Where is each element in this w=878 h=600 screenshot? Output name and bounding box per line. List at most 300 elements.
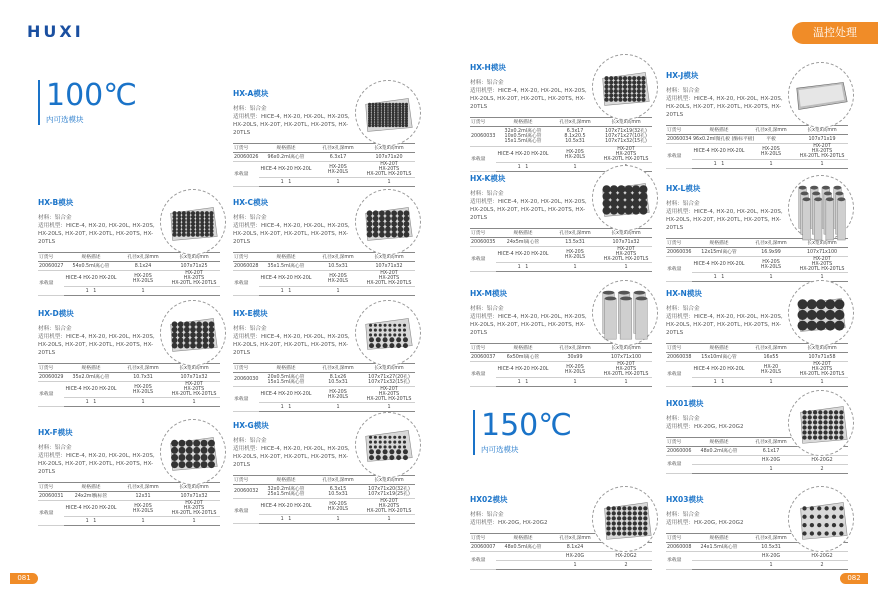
plate-24-icon — [160, 419, 226, 485]
microplate-icon — [788, 62, 854, 128]
temp-100-subtitle: 内可选模块 — [46, 115, 84, 124]
col-order: 订货号 — [233, 253, 259, 262]
module-material: 材料：铝合金 — [666, 88, 700, 94]
dim-value: 107x71x27(20孔) 107x71x32(15孔) — [363, 373, 415, 387]
qty-model: HX-20T HX-20TS HX-20TL HX-20TLS — [363, 499, 415, 515]
module-material: 材料：铝合金 — [666, 512, 700, 518]
qty-model: HX-20S HX-20LS — [746, 144, 796, 160]
module-models: 适用机型：HICE-4, HX-20, HX-20L, HX-20S, HX-20LS, HX-20T, HX-20TL, HX-20TS, HX-20TLS — [666, 209, 783, 231]
spec-value: 48x0.2ml离心管 — [692, 447, 746, 456]
qty-label: 承载量 — [470, 147, 496, 172]
col-spec: 规格描述 — [64, 364, 118, 373]
qty-model: HX-20S HX-20LS — [118, 382, 168, 398]
module-material: 材料：铝合金 — [38, 326, 72, 332]
order-number: 20060006 — [667, 448, 692, 454]
order-number: 20060031 — [39, 493, 64, 499]
col-order: 订货号 — [470, 534, 496, 543]
plate-54-icon — [160, 189, 226, 255]
col-spec: 规格描述 — [692, 239, 746, 248]
qty-value: 1 — [363, 178, 415, 187]
col-dim: 长x宽x高mm — [168, 483, 220, 492]
module-material: 材料：铝合金 — [38, 445, 72, 451]
plate-24-5ml-icon — [592, 165, 658, 231]
qty-value: 1 — [313, 287, 363, 296]
col-spec: 规格描述 — [692, 438, 746, 447]
module-material: 材料：铝合金 — [38, 215, 72, 221]
plate-35-icon — [355, 189, 421, 255]
order-number: 20060035 — [471, 239, 496, 245]
spec-table — [233, 363, 415, 412]
module-material: 材料：铝合金 — [666, 306, 700, 312]
qty-model: HX-20T HX-20TS HX-20TL HX-20TLS — [363, 271, 415, 287]
col-hole: 孔径x孔深mm — [550, 118, 600, 127]
hole-value: 8.1x26 10.5x31 — [313, 373, 363, 387]
qty-value: 1 — [746, 561, 796, 570]
qty-label: 承载量 — [666, 257, 692, 282]
qty-value: 1 — [796, 160, 848, 169]
module-models: 适用机型：HX-20G, HX-20G2 — [666, 424, 744, 430]
qty-model: HX-20S HX-20LS — [550, 147, 600, 163]
col-spec: 规格描述 — [692, 344, 746, 353]
block-24-icon — [788, 486, 854, 552]
plate-96-icon — [355, 80, 421, 146]
qty-value: 1 — [796, 273, 848, 282]
module-card — [666, 398, 848, 474]
module-card — [470, 494, 652, 570]
module-models: 适用机型：HICE-4, HX-20, HX-20L, HX-20S, HX-20LS, HX-20T, HX-20TL, HX-20TS, HX-20TLS — [38, 334, 155, 356]
qty-value: 1 — [168, 398, 220, 407]
qty-value: 1 1 — [496, 263, 550, 272]
qty-value: 1 1 — [259, 178, 313, 187]
hole-value: 10.7x31 — [118, 373, 168, 382]
qty-value: 1 1 — [692, 378, 746, 387]
module-title: HX-A模块 — [233, 89, 269, 98]
order-number: 20060036 — [667, 249, 692, 255]
qty-label: 承载量 — [666, 552, 692, 570]
order-number: 20060033 — [470, 127, 496, 147]
col-hole: 孔径x孔深mm — [746, 438, 796, 447]
block-48b-icon — [592, 486, 658, 552]
dim-value: 107x71x19 — [796, 135, 848, 144]
plate-mixed3-icon — [592, 54, 658, 120]
qty-value: 1 — [313, 515, 363, 524]
qty-value: 1 1 — [259, 515, 313, 524]
col-order: 订货号 — [666, 126, 692, 135]
spec-value: 96x0.2ml微孔板 (酶标平板) — [693, 136, 755, 142]
order-number: 20060027 — [39, 263, 64, 269]
module-material: 材料：铝合金 — [470, 512, 504, 518]
spec-value: 20x0.5ml离心管 15x1.5ml离心管 — [259, 373, 313, 387]
hole-value: 6.3x15 10.5x31 — [313, 485, 363, 499]
qty-model: HICE-4 HX-20 HX-20L — [259, 162, 313, 178]
qty-value: 1 1 — [259, 403, 313, 412]
col-order: 订货号 — [470, 118, 496, 127]
qty-value: 1 1 — [692, 160, 746, 169]
tube-rack-50ml-icon — [592, 280, 658, 346]
qty-value: 1 1 — [64, 517, 118, 526]
qty-model: HICE-4 HX-20 HX-20L — [64, 501, 118, 517]
col-order: 订货号 — [38, 253, 64, 262]
module-models: 适用机型：HX-20G, HX-20G2 — [666, 520, 744, 526]
module-models: 适用机型：HX-20G, HX-20G2 — [470, 520, 548, 526]
qty-value: 1 — [600, 263, 652, 272]
spec-table — [38, 252, 220, 296]
module-material: 材料：铝合金 — [233, 106, 267, 112]
qty-model: HX-20T HX-20TS HX-20TL HX-20TLS — [600, 362, 652, 378]
qty-label: 承载量 — [233, 387, 259, 412]
col-order: 订货号 — [38, 483, 64, 492]
col-order: 订货号 — [233, 144, 259, 153]
module-models: 适用机型：HICE-4, HX-20, HX-20L, HX-20S, HX-20LS, HX-20T, HX-20TL, HX-20TS, HX-20TLS — [470, 88, 587, 110]
spec-value: 6x50ml离心管 — [496, 353, 550, 362]
qty-model: HX-20G — [550, 552, 600, 561]
dim-value: 107x71x32 — [600, 238, 652, 247]
module-material: 材料：铝合金 — [233, 326, 267, 332]
order-number: 20060038 — [667, 354, 692, 360]
qty-model: HX-20S HX-20LS — [118, 501, 168, 517]
module-models: 适用机型：HICE-4, HX-20, HX-20L, HX-20S, HX-20LS, HX-20T, HX-20TL, HX-20TS, HX-20TLS — [233, 446, 350, 468]
col-dim: 长x宽x高mm — [600, 229, 652, 238]
block-48-icon — [788, 390, 854, 456]
module-card — [666, 288, 848, 387]
hole-value: 8.1x24 — [550, 543, 600, 552]
qty-value: 1 — [118, 517, 168, 526]
dim-value: 107x71x100 — [600, 353, 652, 362]
col-dim: 长x宽x高mm — [796, 126, 848, 135]
qty-label: 承载量 — [233, 162, 259, 187]
qty-model: HICE-4 HX-20 HX-20L — [64, 271, 118, 287]
qty-value: 1 — [363, 403, 415, 412]
qty-value: 1 — [746, 378, 796, 387]
module-title: HX-H模块 — [470, 63, 506, 72]
module-title: HX-F模块 — [38, 428, 73, 437]
col-hole: 孔径x孔深mm — [118, 253, 168, 262]
qty-model: HX-20G — [746, 456, 796, 465]
module-title: HX-E模块 — [233, 309, 268, 318]
col-hole: 孔径x孔深mm — [118, 483, 168, 492]
qty-model: HX-20S HX-20LS — [550, 362, 600, 378]
hole-value: 13.5x31 — [550, 238, 600, 247]
spec-value: 24x5ml离心管 — [496, 238, 550, 247]
qty-value: 2 — [600, 561, 652, 570]
module-models: 适用机型：HICE-4, HX-20, HX-20L, HX-20S, HX-20LS, HX-20T, HX-20TL, HX-20TS, HX-20TLS — [470, 314, 587, 336]
brand-logo: HUXI — [27, 22, 84, 41]
qty-value: 1 — [118, 398, 168, 407]
qty-model: HX-20G2 — [796, 552, 848, 561]
col-order: 订货号 — [666, 438, 692, 447]
hole-value: 12x31 — [118, 492, 168, 501]
qty-model: HICE-4 HX-20 HX-20L — [692, 362, 746, 378]
qty-model: HX-20T HX-20TS HX-20TL HX-20TLS — [796, 362, 848, 378]
col-order: 订货号 — [666, 534, 692, 543]
order-number: 20060026 — [234, 154, 259, 160]
dim-value: 107x71x32 — [168, 492, 220, 501]
hole-value: 6.3x17 — [313, 153, 363, 162]
tube-rack-15ml-icon — [788, 175, 854, 241]
qty-label: 承载量 — [38, 501, 64, 526]
col-order: 订货号 — [233, 476, 259, 485]
module-card — [470, 288, 652, 387]
temp-150-subtitle: 内可选模块 — [481, 445, 519, 454]
qty-model: HX-20G — [746, 552, 796, 561]
dim-value: 107x71x100 — [796, 248, 848, 257]
spec-value: 96x0.2ml离心管 — [259, 153, 313, 162]
qty-value — [168, 287, 220, 296]
col-hole: 孔径x孔深mm — [746, 344, 796, 353]
qty-value: 1 1 — [496, 378, 550, 387]
col-dim: 长x宽x高mm — [363, 253, 415, 262]
col-dim: 长x宽x高mm — [600, 118, 652, 127]
hole-value: 6.1x17 — [746, 447, 796, 456]
spec-value: 35x2.0ml离心管 — [64, 373, 118, 382]
qty-model: HICE-4 HX-20 HX-20L — [496, 147, 550, 163]
spec-table — [666, 343, 848, 387]
col-dim: 长x宽x高mm — [600, 344, 652, 353]
qty-value: 1 — [168, 517, 220, 526]
spec-value: 54x0.5ml离心管 — [64, 262, 118, 271]
col-hole: 孔径x孔深mm — [313, 364, 363, 373]
col-order: 订货号 — [470, 344, 496, 353]
hole-value: 16x55 — [746, 353, 796, 362]
qty-value: 1 — [118, 287, 168, 296]
dim-value: 107x71x20 — [363, 153, 415, 162]
module-card — [666, 70, 848, 169]
qty-model: HICE-4 HX-20 HX-20L — [259, 271, 313, 287]
module-title: HX-J模块 — [666, 71, 699, 80]
module-material: 材料：铝合金 — [233, 438, 267, 444]
qty-model: HX-20T HX-20TS HX-20TL HX-20TLS — [168, 501, 220, 517]
qty-label: 承载量 — [233, 271, 259, 296]
module-models: 适用机型：HICE-4, HX-20, HX-20L, HX-20S, HX-20LS, HX-20T, HX-20TL, HX-20TS, HX-20TLS — [38, 223, 155, 245]
hole-value: 6.3x17 8.1x20.5 10.5x31 — [550, 127, 600, 147]
order-number: 20060007 — [471, 544, 496, 550]
qty-label: 承载量 — [470, 552, 496, 570]
hole-value: 30x99 — [550, 353, 600, 362]
qty-model: HX-20T HX-20TS HX-20TL HX-20TLS — [796, 144, 848, 160]
qty-model: HX-20 HX-20LS — [746, 362, 796, 378]
col-spec: 规格描述 — [496, 344, 550, 353]
spec-value: 15x10ml离心管 — [692, 353, 746, 362]
qty-model: HX-20S HX-20LS — [118, 271, 168, 287]
qty-model: HX-20T HX-20TS HX-20TL HX-20TLS — [600, 247, 652, 263]
qty-label: 承载量 — [666, 144, 692, 169]
qty-value: 1 — [550, 378, 600, 387]
col-spec: 规格描述 — [692, 534, 746, 543]
module-title: HX-M模块 — [470, 289, 508, 298]
col-spec: 规格描述 — [64, 253, 118, 262]
col-order: 订货号 — [666, 344, 692, 353]
page-number-left: 081 — [10, 573, 38, 584]
qty-model: HX-20G2 — [796, 456, 848, 465]
qty-value: 1 1 — [259, 287, 313, 296]
order-number: 20060028 — [234, 263, 259, 269]
qty-model: HICE-4 HX-20 HX-20L — [692, 257, 746, 273]
col-dim: 长x宽x高mm — [168, 364, 220, 373]
qty-value: 1 — [550, 561, 600, 570]
module-title: HX-B模块 — [38, 198, 74, 207]
qty-model: HX-20G2 — [600, 552, 652, 561]
module-card — [38, 427, 220, 526]
qty-label: 承载量 — [470, 247, 496, 272]
col-hole: 孔径x孔深mm — [550, 534, 600, 543]
qty-value: 1 1 — [496, 163, 550, 172]
qty-value: 1 — [746, 160, 796, 169]
qty-label: 承载量 — [38, 271, 64, 296]
qty-model: HX-20S HX-20LS — [550, 247, 600, 263]
module-title: HX-K模块 — [470, 174, 506, 183]
module-material: 材料：铝合金 — [666, 201, 700, 207]
module-card — [233, 308, 415, 412]
qty-label: 承载量 — [470, 362, 496, 387]
spec-value: 35x1.5ml离心管 — [259, 262, 313, 271]
spec-table — [38, 363, 220, 407]
module-material: 材料：铝合金 — [233, 215, 267, 221]
qty-value: 1 — [746, 273, 796, 282]
order-number: 20060037 — [471, 354, 496, 360]
module-models: 适用机型：HICE-4, HX-20, HX-20L, HX-20S, HX-20LS, HX-20T, HX-20TL, HX-20TS, HX-20TLS — [233, 334, 350, 356]
module-title: HX02模块 — [470, 495, 508, 504]
module-material: 材料：铝合金 — [666, 416, 700, 422]
col-order: 订货号 — [470, 229, 496, 238]
module-card — [38, 308, 220, 407]
temp-150-block — [473, 410, 572, 455]
temp-100-block — [38, 80, 137, 125]
col-spec: 规格描述 — [692, 126, 746, 135]
module-models: 适用机型：HICE-4, HX-20, HX-20L, HX-20S, HX-20LS, HX-20T, HX-20TL, HX-20TS, HX-20TLS — [233, 114, 350, 136]
spec-table — [470, 117, 652, 172]
qty-model: HX-20T HX-20TS HX-20TL HX-20TLS — [168, 382, 220, 398]
qty-model: HX-20T HX-20TS HX-20TL HX-20TLS — [363, 387, 415, 403]
module-material: 材料：铝合金 — [470, 191, 504, 197]
col-hole: 孔径x孔深mm — [313, 253, 363, 262]
qty-label: 承载量 — [666, 456, 692, 474]
col-hole: 孔径x孔深mm — [550, 344, 600, 353]
qty-model: HICE-4 HX-20 HX-20L — [692, 144, 746, 160]
order-number: 20060030 — [233, 373, 259, 387]
qty-value: 1 — [550, 163, 600, 172]
qty-value: 1 — [796, 378, 848, 387]
qty-model: HX-20S HX-20LS — [746, 257, 796, 273]
col-dim: 长x宽x高mm — [796, 344, 848, 353]
section-tab[interactable]: 温控处理 — [792, 22, 878, 44]
col-spec: 规格描述 — [496, 229, 550, 238]
qty-value: 1 1 — [64, 287, 118, 296]
dim-value: 107x71x25 — [168, 262, 220, 271]
dim-value: 107x71x58 — [796, 353, 848, 362]
module-title: HX01模块 — [666, 399, 704, 408]
dim-value: 107x71x32 — [363, 262, 415, 271]
hole-value: 8.1x24 — [118, 262, 168, 271]
col-spec: 规格描述 — [259, 144, 313, 153]
qty-value: 1 — [313, 178, 363, 187]
qty-model: HX-20T HX-20TS HX-20TL HX-20TLS — [600, 147, 652, 163]
order-number: 20060032 — [233, 485, 259, 499]
col-order: 订货号 — [233, 364, 259, 373]
qty-model: HX-20S HX-20LS — [313, 162, 363, 178]
module-models: 适用机型：HICE-4, HX-20, HX-20L, HX-20S, HX-20LS, HX-20T, HX-20TL, HX-20TS, HX-20TLS — [666, 96, 783, 118]
hole-value: 10.5x31 — [746, 543, 796, 552]
tube-rack-10ml-icon — [788, 280, 854, 346]
dim-value: 107x71x19(32孔) 107x71x27(10孔) 107x71x32(15孔) — [600, 127, 652, 147]
dim-value: 107x71x20(32孔) 107x71x19(25孔) — [363, 485, 415, 499]
module-models: 适用机型：HICE-4, HX-20, HX-20L, HX-20S, HX-20LS, HX-20T, HX-20TL, HX-20TS, HX-20TLS — [470, 199, 587, 221]
col-hole: 孔径x孔深mm — [550, 229, 600, 238]
qty-value: 2 — [796, 561, 848, 570]
col-spec: 规格描述 — [259, 253, 313, 262]
qty-value: 2 — [796, 465, 848, 474]
module-card — [470, 173, 652, 272]
hole-value: 平板 — [746, 135, 796, 144]
col-spec: 规格描述 — [64, 483, 118, 492]
col-spec: 规格描述 — [259, 476, 313, 485]
module-card — [233, 420, 415, 524]
order-number: 20060034 — [667, 136, 692, 142]
module-models: 适用机型：HICE-4, HX-20, HX-20L, HX-20S, HX-20LS, HX-20T, HX-20TL, HX-20TS, HX-20TLS — [38, 453, 155, 475]
qty-model: HICE-4 HX-20 HX-20L — [259, 499, 313, 515]
qty-value: 1 — [363, 515, 415, 524]
module-card — [233, 88, 415, 187]
qty-value: 1 — [600, 378, 652, 387]
spec-table — [233, 143, 415, 187]
spec-table — [233, 475, 415, 524]
module-title: HX-G模块 — [233, 421, 269, 430]
hole-value: 16.9x99 — [746, 248, 796, 257]
qty-model: HX-20S HX-20LS — [313, 387, 363, 403]
order-number: 20060029 — [39, 374, 64, 380]
col-hole: 孔径x孔深mm — [313, 144, 363, 153]
plate-35b-icon — [160, 300, 226, 366]
spec-table — [470, 343, 652, 387]
plate-mixed2-icon — [355, 412, 421, 478]
order-number: 20060008 — [667, 544, 692, 550]
col-order: 订货号 — [38, 364, 64, 373]
spec-table — [470, 228, 652, 272]
module-card — [666, 494, 848, 570]
qty-model: HX-20S HX-20LS — [313, 271, 363, 287]
qty-model: HX-20S HX-20LS — [313, 499, 363, 515]
qty-value — [363, 287, 415, 296]
spec-value: 24x2ml酶标管 — [64, 492, 118, 501]
qty-model: HICE-4 HX-20 HX-20L — [496, 247, 550, 263]
spec-value: 32x0.2ml离心管 25x1.5ml离心管 — [259, 485, 313, 499]
col-hole: 孔径x孔深mm — [746, 534, 796, 543]
qty-value: 1 — [746, 465, 796, 474]
module-models: 适用机型：HICE-4, HX-20, HX-20L, HX-20S, HX-20LS, HX-20T, HX-20TL, HX-20TS, HX-20TLS — [666, 314, 783, 336]
qty-label: 承载量 — [666, 362, 692, 387]
spec-value: 32x0.2ml离心管 10x0.5ml离心管 15x1.5ml离心管 — [496, 127, 550, 147]
plate-mixed-icon — [355, 300, 421, 366]
qty-value: 1 — [550, 263, 600, 272]
qty-model: HX-20T HX-20TS HX-20TL HX-20TLS — [796, 257, 848, 273]
qty-value: 1 1 — [692, 273, 746, 282]
qty-label: 承载量 — [233, 499, 259, 524]
temp-150-title: 150℃ — [481, 408, 572, 443]
col-hole: 孔径x孔深mm — [118, 364, 168, 373]
module-card — [38, 197, 220, 296]
col-dim: 长x宽x高mm — [168, 253, 220, 262]
col-order: 订货号 — [666, 239, 692, 248]
dim-value: 107x71x32 — [168, 373, 220, 382]
spec-value: 24x1.5ml离心管 — [692, 543, 746, 552]
spec-table — [38, 482, 220, 526]
spec-table — [666, 238, 848, 282]
module-card — [666, 183, 848, 282]
col-dim: 长x宽x高mm — [796, 239, 848, 248]
module-title: HX-L模块 — [666, 184, 701, 193]
module-models: 适用机型：HICE-4, HX-20, HX-20L, HX-20S, HX-20LS, HX-20T, HX-20TL, HX-20TS, HX-20TLS — [233, 223, 350, 245]
module-material: 材料：铝合金 — [470, 80, 504, 86]
qty-model: HX-20T HX-20TS HX-20TL HX-20TLS — [363, 162, 415, 178]
